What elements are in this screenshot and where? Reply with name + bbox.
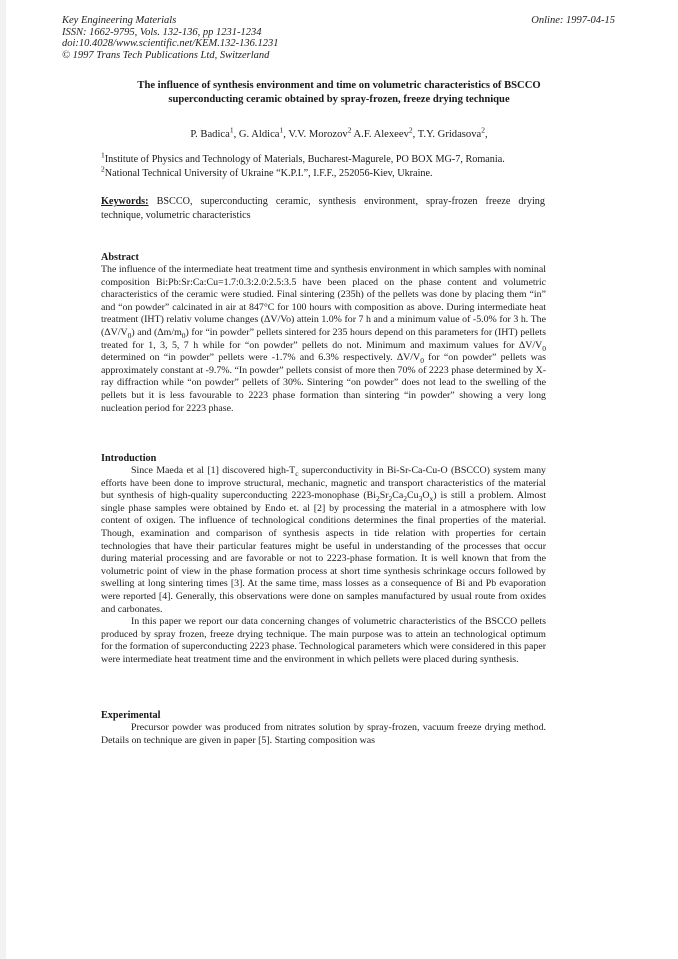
author: A.F. Alexeev$^2$: [353, 125, 413, 140]
affiliation-2: $^2$National Technical University of Ukraine “K.P.I.”, I.F.F., 252056-Kiev, Ukraine.: [101, 164, 433, 179]
introduction-paragraph-1: Since Maeda et al [1] discovered high-$T_c$ superconductivity in Bi-Sr-Ca-Cu-O (BSCCO) system many efforts have been done to improve structural, mechanic, magnetic and transport characteristics of the material but synthesis of high-quality superconducting 2223-monophase $(Bi_2Sr_2Ca_2Cu_3O_x)$ is still a problem. Almost single phase samples were obtained by Endo et. al [2] by processing the material in a atmosphere with low content of oxigen. The influence of technological conditions determines the final properties of the material. Though, examination and comparison of synthesis aspects in tide relation with properties for certain technologies that have their particular features might be useful in understanding of the processes that occur during material processing and are favorable or not to 2223-phase formation. It is well known that from the volumetric point of view in the phase formation process at short time synthesis schrinkage occurs followed by swelling at long sintering times [3]. At the same time, mass losses as a consequence of Bi and Pb evaporation were reported [4]. Generally, this observations were done on samples manufactured by usual route from oxides and carbonates.: [101, 465, 546, 615]
affiliation-1: $^1$Institute of Physics and Technology of Materials, Bucharest-Magurele, PO BOX MG-7, Romania.: [101, 150, 505, 165]
author: G. Aldica$^1$: [238, 125, 284, 140]
online-date: Online: 1997-04-15: [531, 15, 615, 26]
experimental-paragraph-1: Precursor powder was produced from nitrates solution by spray-frozen, vacuum freeze drying method. Details on technique are given in paper [5]. Starting composition was: [101, 722, 546, 746]
experimental-heading: Experimental: [101, 710, 161, 721]
author: P. Badica$^1$: [190, 125, 234, 140]
scan-edge: [0, 0, 6, 959]
abstract-section: [101, 251, 546, 415]
author: T.Y. Gridasova$^2$: [417, 125, 485, 140]
keywords-text: BSCCO, superconducting ceramic, synthesis environment, spray-frozen freeze drying technique, volumetric characteristics: [101, 196, 545, 221]
keywords-label: Keywords:: [101, 196, 149, 207]
author: V.V. Morozov$^2$: [288, 125, 352, 140]
chemical-formula: $Bi_2Sr_2Ca_2Cu_3O_x$: [366, 490, 434, 504]
journal-name: Key Engineering Materials: [62, 15, 177, 26]
author-list: P. Badica$^1$, G. Aldica$^1$, V.V. Morozov$^2$ A.F. Alexeev$^2$, T.Y. Gridasova$^2$,: [190, 125, 488, 140]
paper-title: The influence of synthesis environment and time on volumetric characteristics of BSCCO superconducting ceramic obtained by spray-frozen, freeze drying technique: [137, 80, 541, 105]
issn-line: ISSN: 1662-9795, Vols. 132-136, pp 1231-1234: [62, 26, 262, 38]
copyright-line: © 1997 Trans Tech Publications Ltd, Switzerland: [62, 49, 270, 61]
journal-header: [62, 15, 279, 61]
affiliations: [101, 150, 601, 180]
keywords: [101, 195, 545, 222]
abstract-heading: Abstract: [101, 252, 139, 263]
introduction-paragraph-2: In this paper we report our data concerning changes of volumetric characteristics of the BSCCO pellets produced by spray frozen, freeze drying technique. The main purpose was to attein an technological optimum for the formation of superconducting 2223 phase. Technological parameters which were considered in this paper were intermediate heat treatment time and the environment in which pellets were placed during synthesis.: [101, 616, 546, 665]
experimental-section: [101, 709, 546, 747]
doi-line: doi:10.4028/www.scientific.net/KEM.132-136.1231: [62, 38, 279, 49]
abstract-body: The influence of the intermediate heat treatment time and synthesis environment in which samples with nominal composition Bi:Pb:Sr:Ca:Cu=1.7:0.3:2.0:2.5:3.5 have been placed on the phase content and volumetric characteristics of the ceramic were studied. Final sintering (235h) of the pellets was done by placing them “in” and “on powder” calcinated in air at 847°C for 100 hours with composition as above. During intermediate heat treatment (IHT) relativ volume changes (ΔV/Vo) attein 1.0% for 7 h and a minimum value of -5.0% for 3 h. The $(\Delta V/V_0)$ and $(\Delta m/m_0)$ for “in powder” pellets sintered for 235 hours depend on this parameters for (IHT) pellets treated for 1, 3, 5, 7 h while for “on powder” pellets do not. Minimum and maximum values for $\Delta V/V_0$ determined on “in powder” pellets were -1.7% and 6.3% respectively. $\Delta V/V_0$ for “on powder” pellets was approximately constant at -9.7%. “In powder” pellets consist of more then 70% of 2223 phase determined by X-ray diffraction while “on powder” pellets of 30%. Sintering “on powder” does not lead to the swelling of the pellets but it is less favourable to 2223 phase formation than sintering “in powder” showing a very long nucleation period for 2223 phase.: [101, 264, 546, 414]
introduction-section: [101, 452, 546, 667]
introduction-heading: Introduction: [101, 453, 157, 464]
